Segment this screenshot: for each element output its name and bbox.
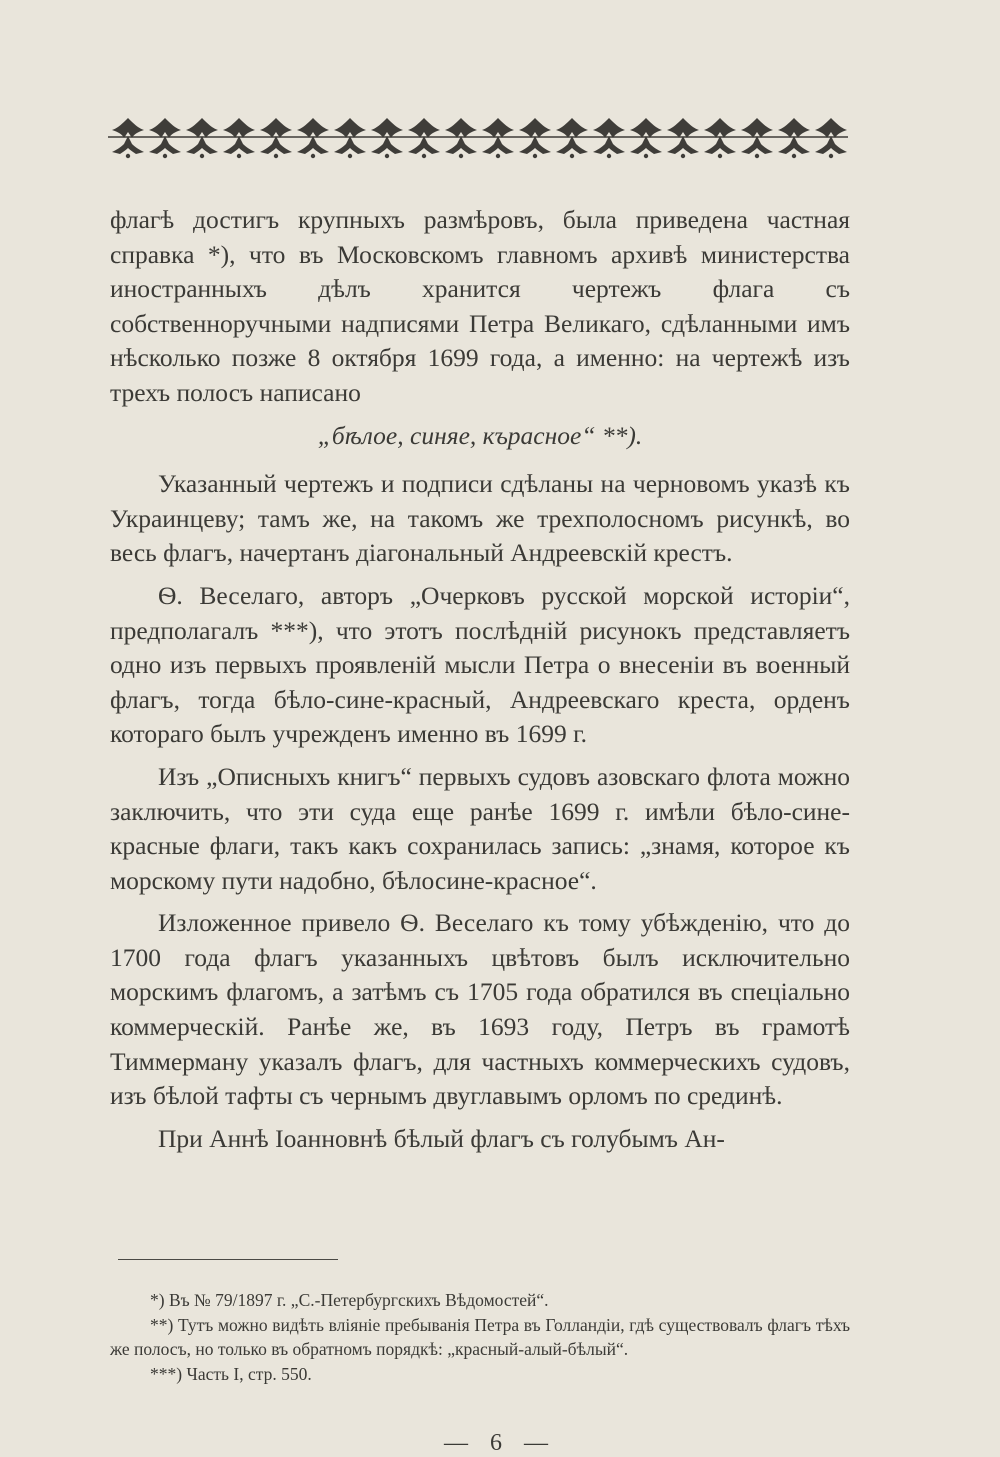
paragraph-4: Изъ „Описныхъ книгъ“ первыхъ судовъ азовскаго флота можно заключить, что эти суда еще ранѣе 1699 г. имѣли бѣло-сине-красные флаги, такъ какъ сохранилась запись: „знамя, которое къ морскому пути надобно, бѣлосине-красное“. <box>110 761 850 895</box>
paragraph-5: Изложенное привело Ѳ. Веселаго къ тому убѣжденію, что до 1700 года флагъ указанныхъ цвѣтовъ былъ исключительно морскимъ флагомъ, а затѣмъ съ 1705 года обратился въ спеціально коммерческій. Ранѣе же, въ 1693 году, Петръ въ грамотѣ Тиммерману указалъ флагъ, для частныхъ коммерческихъ судовъ, изъ бѣлой тафты съ чернымъ двуглавымъ орломъ по срединѣ. <box>110 908 850 1111</box>
paragraph-1: флагѣ достигъ крупныхъ размѣровъ, была приведена частная справка *), что въ Московскомъ главномъ архивѣ министерства иностранныхъ дѣлъ хранится чертежъ флага съ собственноручными надписями Петра Великаго, сдѣланными имъ нѣсколько позже 8 октября 1699 года, а именно: на чертежѣ изъ трехъ полосъ написано <box>110 205 850 407</box>
page-number: — 6 — <box>444 1430 556 1456</box>
paragraph-2: Указанный чертежъ и подписи сдѣланы на черновомъ указѣ къ Украинцеву; тамъ же, на такомъ же трехполосномъ рисункѣ, во весь флагъ, начертанъ діагональный Андреевскій крестъ. <box>110 469 850 568</box>
footnote-2: **) Тутъ можно видѣть вліяніе пребыванія Петра въ Голландіи, гдѣ существовалъ флагъ тѣхъ же полосъ, но только въ обратномъ порядкѣ: „красный-алый-бѣлый“. <box>110 1314 850 1359</box>
footnote-1: *) Въ № 79/1897 г. „С.-Петербургскихъ Вѣдомостей“. <box>150 1290 549 1310</box>
paragraph-6: При Аннѣ Іоанновнѣ бѣлый флагъ съ голубымъ Ан- <box>158 1123 725 1153</box>
quoted-colors: „бѣлое, синяе, кърасное“ **). <box>317 420 643 450</box>
footnote-3: ***) Часть I, стр. 550. <box>150 1363 312 1384</box>
footnote-divider <box>118 1259 338 1260</box>
header-ornament-band <box>108 114 848 160</box>
main-text <box>110 203 850 1156</box>
paragraph-3: Ѳ. Веселаго, авторъ „Очерковъ русской морской исторіи“, предполагалъ ***), что этотъ послѣдній рисунокъ представляетъ одно изъ первыхъ проявленій мысли Петра о внесеніи въ военный флагъ, тогда бѣло-сине-красный, Андреевскаго креста, орденъ котораго былъ учрежденъ именно въ 1699 г. <box>110 580 850 749</box>
footnotes <box>110 1288 850 1386</box>
